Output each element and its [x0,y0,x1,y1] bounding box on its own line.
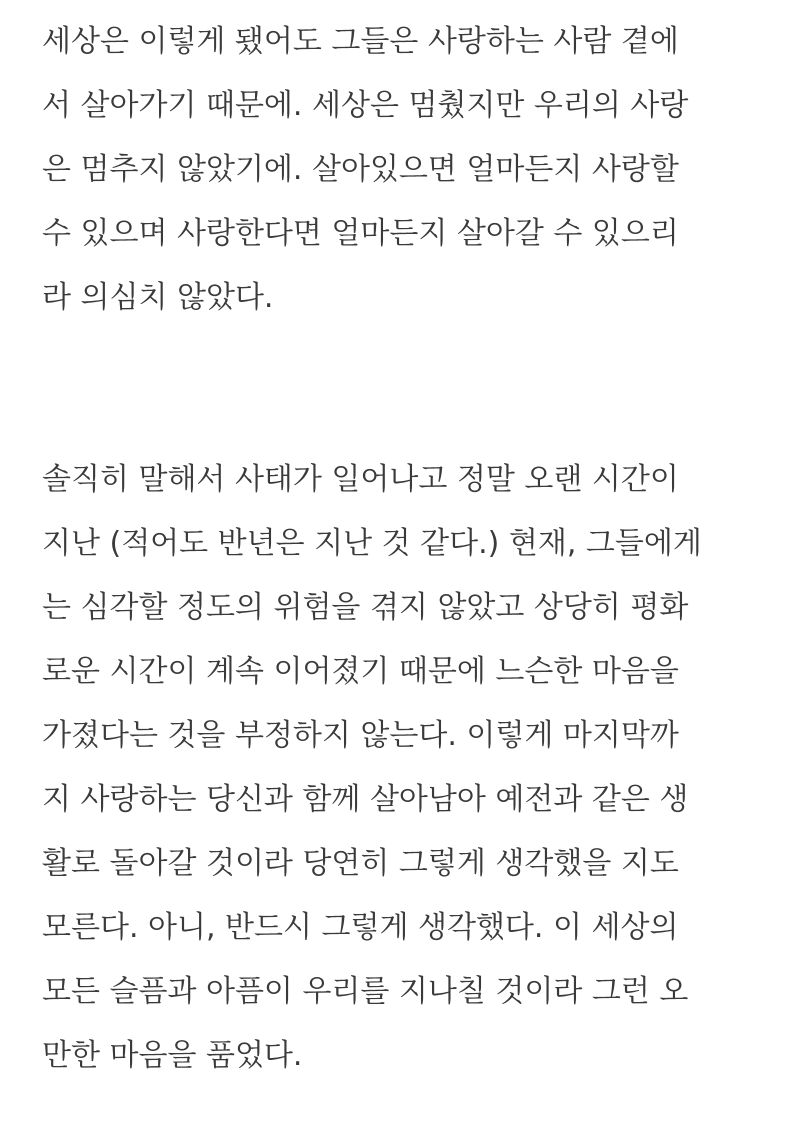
paragraph-line: 활로 돌아갈 것이라 당연히 그렇게 생각했을 지도 [42,846,679,881]
paragraph-line: 서 살아가기 때문에. 세상은 멈췄지만 우리의 사랑 [42,88,689,123]
paragraph-line: 솔직히 말해서 사태가 일어나고 정말 오랜 시간이 [42,462,679,497]
paragraph-2 [42,448,702,1088]
paragraph-line: 지 사랑하는 당신과 함께 살아남아 예전과 같은 생 [42,782,689,817]
paragraph-line: 세상은 이렇게 됐어도 그들은 사랑하는 사람 곁에 [42,24,679,59]
paragraph-line: 모른다. 아니, 반드시 그렇게 생각했다. 이 세상의 [42,910,679,945]
paragraph-line: 지난 (적어도 반년은 지난 것 같다.) 현재, 그들에게 [42,526,702,561]
paragraph-line: 수 있으며 사랑한다면 얼마든지 살아갈 수 있으리 [42,216,679,251]
paragraph-line: 은 멈추지 않았기에. 살아있으면 얼마든지 사랑할 [42,152,679,187]
paragraph-line: 모든 슬픔과 아픔이 우리를 지나칠 것이라 그런 오 [42,974,689,1009]
paragraph-line: 만한 마음을 품었다. [42,1038,303,1073]
paragraph-line: 가졌다는 것을 부정하지 않는다. 이렇게 마지막까 [42,718,679,753]
paragraph-1 [42,10,688,330]
paragraph-line: 라 의심치 않았다. [42,280,274,315]
paragraph-line: 로운 시간이 계속 이어졌기 때문에 느슨한 마음을 [42,654,679,689]
paragraph-line: 는 심각할 정도의 위험을 겪지 않았고 상당히 평화 [42,590,689,625]
